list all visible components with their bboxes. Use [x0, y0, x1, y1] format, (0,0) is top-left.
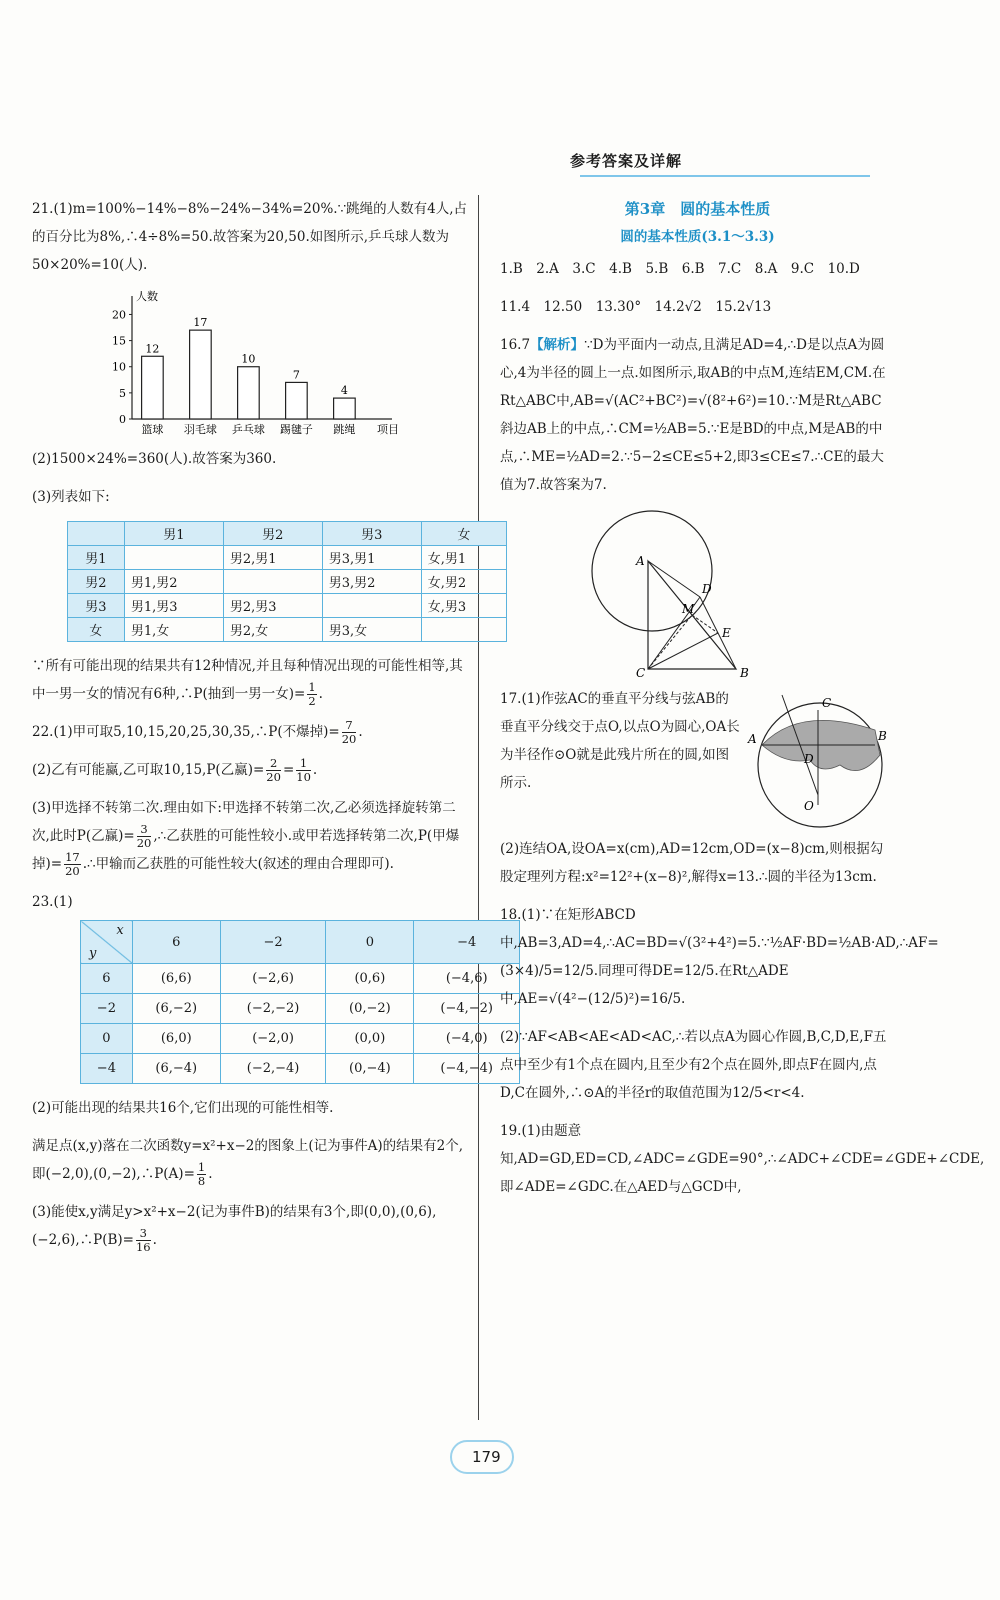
bar-value-label: 7 [292, 368, 300, 382]
label-e: E [722, 626, 731, 640]
q23-label: 23.(1) [32, 894, 73, 910]
q21-part1: 21.(1)m=100%−14%−8%−24%−34%=20%.∵跳绳的人数有4人,占的百分比为8%,∴4÷8%=50.故答案为20,50.如图所示,乒乓球人数为50×20%=10(人). [32, 201, 468, 273]
table-cell [322, 594, 421, 618]
y-axis-label: 人数 [136, 290, 158, 303]
table-cell: (−4,−2) [414, 994, 520, 1024]
table-cell: (−4,−4) [414, 1054, 520, 1084]
table-row [68, 594, 507, 618]
label-a: A [636, 554, 645, 568]
answers-11-15: 11.4 12.50 13.30° 14.2√2 15.2√13 [500, 299, 772, 315]
table-corner-cell [81, 921, 133, 964]
table-cell: 男2 [68, 570, 125, 594]
category-label: 羽毛球 [183, 423, 217, 436]
figure-16 [500, 509, 895, 679]
table-cell: 女,男2 [421, 570, 506, 594]
bar-chart [92, 289, 399, 439]
q21-part2: (2)1500×24%=360(人).故答案为360. [32, 451, 277, 467]
q17-part1: 17.(1)作弦AC的垂直平分线与弦AB的垂直平分线交于点O,以点O为圆心,OA长为半径作⊙O就是此残片所在的圆,如图所示. [500, 691, 740, 791]
header-rule [580, 175, 870, 177]
y-tick-label: 10 [112, 360, 126, 374]
table-header-cell: 0 [326, 921, 414, 964]
q16-solution: 16.7【解析】∵D为平面内一动点,且满足AD=4,∴D是以点A为圆心,4为半径的圆上一点.如图所示,取AB的中点M,连结EM,CM.在Rt△ABC中,AB=√(AC²+BC²)=√(8²+6²)=10.∵M是Rt△ABC斜边AB上的中点,∴CM=½AB=5.∵E是BD的中点,M是AB的中点,∴ME=½AD=2.∵5−2≤CE≤5+2,即3≤CE≤7.∴CE的最大值为7.故答案为7. [500, 337, 886, 493]
q23-part2: (2)可能出现的结果共16个,它们出现的可能性相等. [32, 1100, 334, 1116]
table-header-cell: 女 [421, 522, 506, 546]
label-b: B [740, 666, 749, 680]
label-c: C [636, 666, 646, 680]
category-label: 踢毽子 [279, 423, 313, 436]
answers-1-10: 1.B 2.A 3.C 4.B 5.B 6.B 7.C 8.A 9.C 10.D [500, 261, 860, 277]
table-row [68, 546, 507, 570]
bar [334, 398, 356, 419]
label-m: M [682, 602, 695, 616]
table-header-cell: 6 [132, 921, 220, 964]
table-cell: (6,6) [132, 964, 220, 994]
table-header-row [81, 921, 520, 964]
table-cell: (0,−2) [326, 994, 414, 1024]
outcome-table-1 [67, 521, 507, 642]
q17-block [500, 685, 895, 835]
q19-part1: 19.(1)由题意知,AD=GD,ED=CD,∠ADC=∠GDE=90°,∴∠ADC+∠CDE=∠GDE+∠CDE,即∠ADE=∠GDC.在△AED与△GCD中, [500, 1123, 985, 1195]
segment-cm [648, 615, 692, 669]
table-cell: (−4,6) [414, 964, 520, 994]
q22-part1: 22.(1)甲可取5,10,15,20,25,30,35,∴P(不爆掉)= $\frac{7}{20}$ . [32, 718, 363, 746]
table-row-label: 6 [81, 964, 133, 994]
page-number: 179 [472, 1448, 501, 1466]
bar [286, 382, 308, 419]
chapter-title: 第3章 圆的基本性质 [624, 200, 771, 218]
table-header-cell: 男2 [223, 522, 322, 546]
table-cell [223, 570, 322, 594]
x-axis-label: 项目 [377, 423, 399, 436]
q18-part2: (2)∵AF<AB<AE<AD<AC,∴若以点A为圆心作圆,B,C,D,E,F五点中至少有1个点在圆内,且至少有2个点在圆外,即点F在圆内,点D,C在圆外,∴⊙A的半径r的取值范围为12/5<r<4. [500, 1029, 887, 1101]
table-cell: (0,6) [326, 964, 414, 994]
table-row [81, 1054, 520, 1084]
table-header-cell: −4 [414, 921, 520, 964]
label-a: A [748, 732, 757, 746]
q22-part2: (2)乙有可能赢,乙可取10,15,P(乙赢)= $\frac{2}{20}$ = $\frac{1}{10}$ . [32, 756, 318, 784]
corner-y: y [89, 946, 97, 961]
corner-x: x [116, 923, 124, 938]
table-header-row [68, 522, 507, 546]
table-cell: 男3 [68, 594, 125, 618]
q21-part4: ∵所有可能出现的结果共有12种情况,并且每种情况出现的可能性相等,其中一男一女的情况有6种,∴P(抽到一男一女)= $\frac{1}{2}$ . [32, 658, 463, 708]
table-cell: 男1,女 [124, 618, 223, 642]
figure-17 [740, 685, 890, 835]
table-cell: (−2,0) [220, 1024, 326, 1054]
table-row [81, 994, 520, 1024]
table-cell: (6,−4) [132, 1054, 220, 1084]
label-c: C [822, 696, 832, 710]
category-label: 篮球 [141, 423, 164, 436]
label-b: B [878, 729, 887, 743]
table-row-label: −4 [81, 1054, 133, 1084]
y-tick-label: 20 [112, 308, 126, 322]
q18-part1: 18.(1)∵在矩形ABCD中,AB=3,AD=4,∴AC=BD=√(3²+4²)=5.∵½AF·BD=½AB·AD,∴AF=(3×4)/5=12/5.同理可得DE=12/5.在Rt△ADE中,AE=√(4²−(12/5)²)=16/5. [500, 907, 939, 1007]
table-cell: 男1,男2 [124, 570, 223, 594]
section-title: 圆的基本性质(3.1～3.3) [620, 229, 775, 245]
table-cell: 男2,男3 [223, 594, 322, 618]
category-label: 乒乓球 [231, 423, 265, 436]
bar [190, 330, 212, 419]
bar-value-label: 12 [145, 342, 160, 356]
table-cell: (−4,0) [414, 1024, 520, 1054]
bar [238, 367, 260, 419]
y-tick-label: 5 [119, 386, 126, 400]
table-row [68, 570, 507, 594]
header-title: 参考答案及详解 [570, 152, 683, 170]
table-header-cell: 男1 [124, 522, 223, 546]
q23-part4: (3)能使x,y满足y>x²+x−2(记为事件B)的结果有3个,即(0,0),(0,6),(−2,6),∴P(B)= $\frac{3}{16}$ . [32, 1204, 437, 1254]
table-cell: 男1 [68, 546, 125, 570]
category-label: 跳绳 [333, 423, 356, 436]
segment-ad [648, 561, 700, 597]
table-row [81, 1024, 520, 1054]
table-cell: 男3,男2 [322, 570, 421, 594]
right-column [500, 195, 985, 1211]
table-cell: 女 [68, 618, 125, 642]
segment-ce [648, 633, 718, 669]
y-tick-label: 0 [119, 413, 126, 426]
table-header-cell [68, 522, 125, 546]
table-row [68, 618, 507, 642]
table-cell: (−2,6) [220, 964, 326, 994]
column-divider [478, 195, 479, 1420]
table-cell: (0,0) [326, 1024, 414, 1054]
table-cell: (0,−4) [326, 1054, 414, 1084]
y-tick-label: 15 [112, 334, 126, 348]
table-cell: (6,−2) [132, 994, 220, 1024]
table-cell: 男2,男1 [223, 546, 322, 570]
coordinate-table [80, 920, 520, 1084]
shaded-fragment [762, 720, 880, 770]
table-row-label: 0 [81, 1024, 133, 1054]
table-cell: 女,男1 [421, 546, 506, 570]
table-cell [421, 618, 506, 642]
table-cell: 女,男3 [421, 594, 506, 618]
bar [142, 356, 164, 419]
table-row [81, 964, 520, 994]
q21-part3: (3)列表如下: [32, 489, 110, 505]
label-d: D [804, 752, 814, 766]
q23-part3: 满足点(x,y)落在二次函数y=x²+x−2的图象上(记为事件A)的结果有2个,即(−2,0),(0,−2),∴P(A)= $\frac{1}{8}$ . [32, 1138, 464, 1188]
label-o: O [804, 799, 814, 813]
bar-value-label: 17 [193, 316, 208, 330]
table-cell: (6,0) [132, 1024, 220, 1054]
left-column [32, 195, 493, 1264]
bar-value-label: 4 [340, 384, 348, 398]
table-cell: 男1,男3 [124, 594, 223, 618]
table-row-label: −2 [81, 994, 133, 1024]
table-cell: (−2,−4) [220, 1054, 326, 1084]
table-cell [124, 546, 223, 570]
q22-part3: (3)甲选择不转第二次.理由如下:甲选择不转第二次,乙必须选择旋转第二次,此时P(乙赢)= $\frac{3}{20}$ ,∴乙获胜的可能性较小.或甲若选择转第二次,P(甲爆掉)= $\frac{17}{20}$ .∴甲输而乙获胜的可能性较大(叙述的理由合理即可). [32, 800, 460, 878]
table-cell: (−2,−2) [220, 994, 326, 1024]
table-header-cell: −2 [220, 921, 326, 964]
label-d: D [702, 582, 712, 596]
table-cell: 男3,男1 [322, 546, 421, 570]
table-header-cell: 男3 [322, 522, 421, 546]
table-cell: 男3,女 [322, 618, 421, 642]
bar-value-label: 10 [241, 352, 256, 366]
q17-part2: (2)连结OA,设OA=x(cm),AD=12cm,OD=(x−8)cm,则根据勾股定理列方程:x²=12²+(x−8)²,解得x=13.∴圆的半径为13cm. [500, 841, 884, 885]
table-cell: 男2,女 [223, 618, 322, 642]
